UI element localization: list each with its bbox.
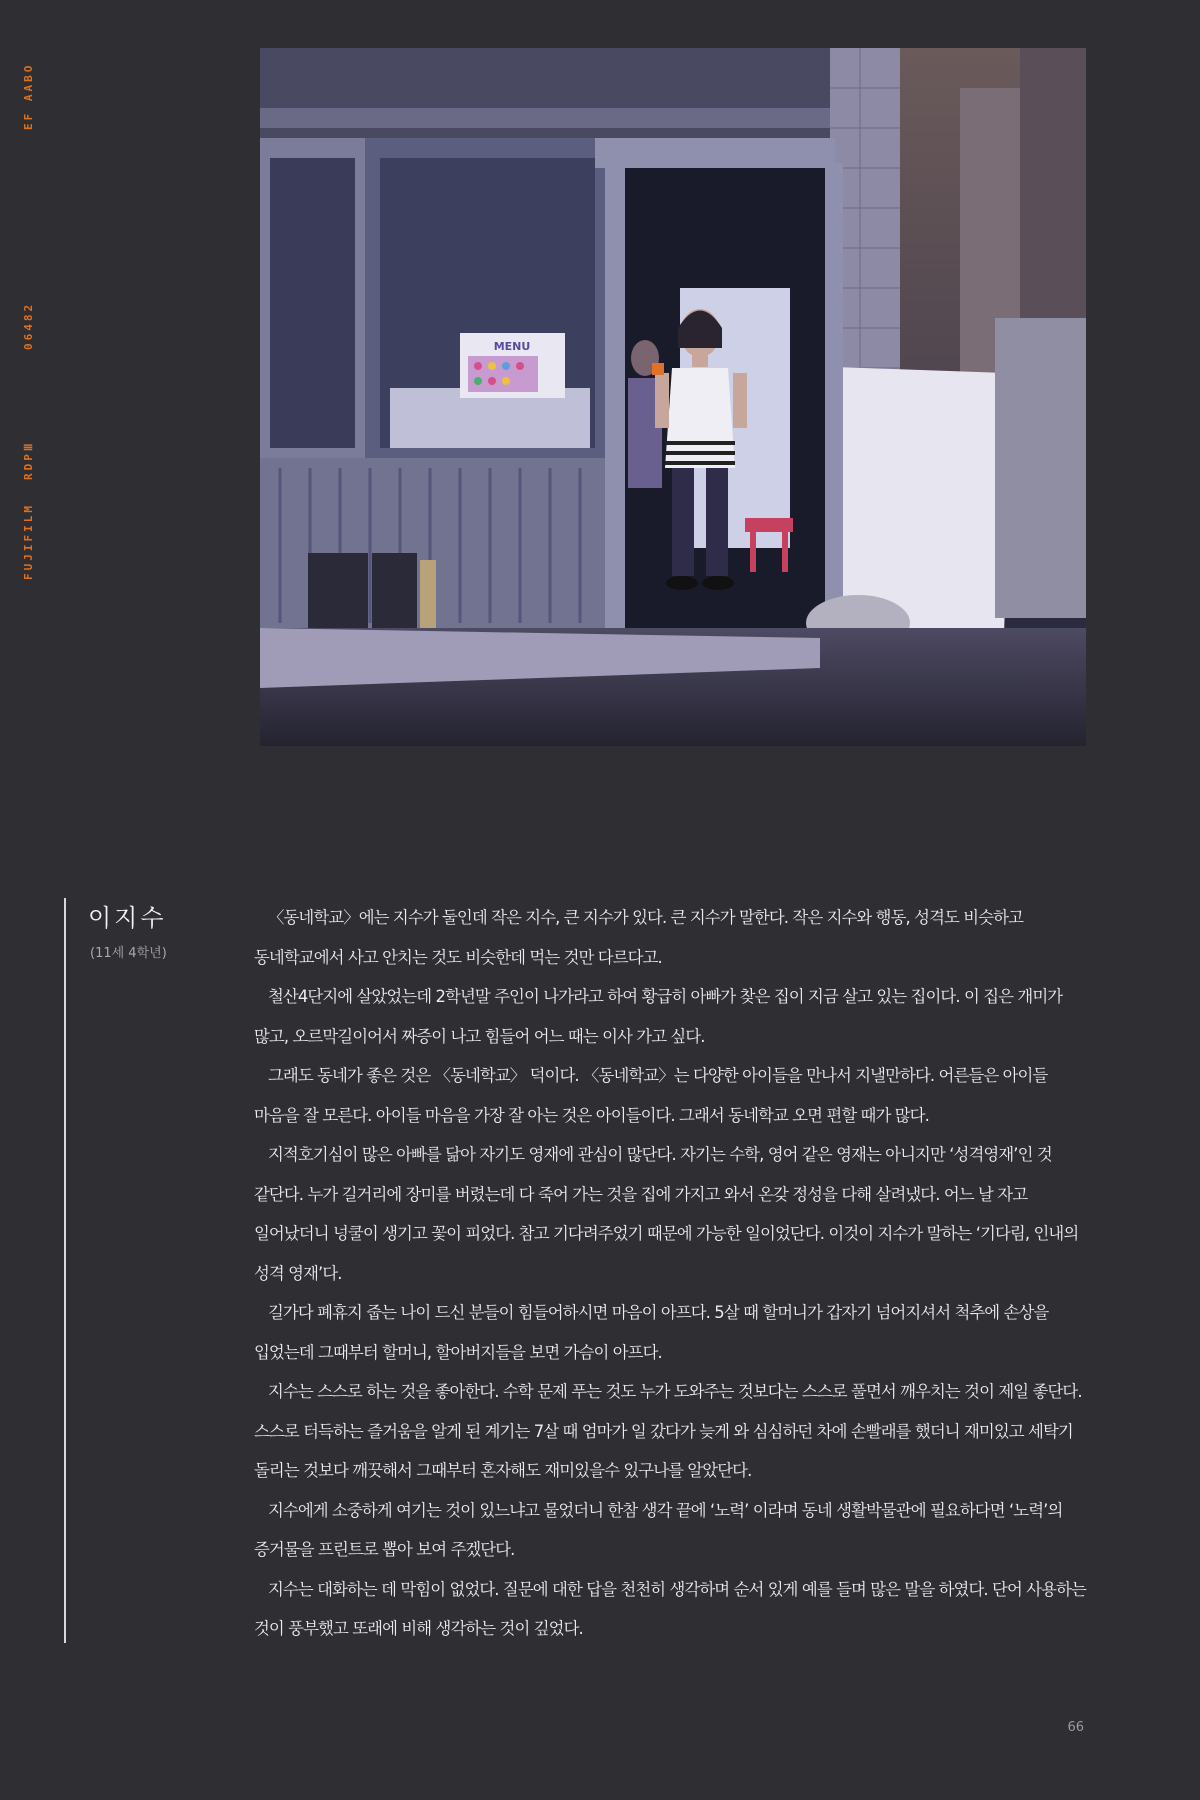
menu-sign-text: MENU	[493, 340, 531, 353]
film-number: 06482	[22, 301, 35, 350]
article-paragraph: 그래도 동네가 좋은 것은 〈동네학교〉 덕이다. 〈동네학교〉는 다양한 아이들을 만나서 지낼만하다. 어른들은 아이들 마음을 잘 모른다. 아이들 마음을 가장 잘 아는 것은 아이들이다. 그래서 동네학교 오면 편할 때가 많다.	[254, 1066, 1048, 1125]
storefront-photo	[260, 48, 1086, 746]
article-paragraph: 〈동네학교〉에는 지수가 둘인데 작은 지수, 큰 지수가 있다. 큰 지수가 말한다. 작은 지수와 행동, 성격도 비슷하고 동네학교에서 사고 안치는 것도 비슷한데 먹는 것만 다르다고.	[254, 908, 1024, 967]
article-paragraph: 지수에게 소중하게 여기는 것이 있느냐고 물었더니 한참 생각 끝에 ‘노력’ 이라며 동네 생활박물관에 필요하다면 ‘노력’의 증거물을 프린트로 뽑아 보여 주겠단다.	[254, 1500, 1063, 1559]
film-frame-code: EF AABO	[22, 62, 35, 130]
person-name: 이지수	[88, 904, 167, 932]
film-type: RDPⅢ	[22, 440, 35, 480]
article-paragraph: 지수는 대화하는 데 막힘이 없었다. 질문에 대한 답을 천천히 생각하며 순서 있게 예를 들며 많은 말을 하였다. 단어 사용하는 것이 풍부했고 또래에 비해 생각하는 것이 깊었다.	[254, 1579, 1086, 1638]
article-paragraph: 철산4단지에 살았었는데 2학년말 주인이 나가라고 하여 황급히 아빠가 찾은 집이 지금 살고 있는 집이다. 이 집은 개미가 많고, 오르막길이어서 짜증이 나고 힘들어 어느 때는 이사 가고 싶다.	[254, 987, 1063, 1046]
article-body	[254, 898, 1086, 1649]
page-number: 66	[1067, 1720, 1084, 1735]
article-paragraph: 지적호기심이 많은 아빠를 닮아 자기도 영재에 관심이 많단다. 자기는 수학, 영어 같은 영재는 아니지만 ‘성격영재’인 것 같단다. 누가 길거리에 장미를 버렸는데 다 죽어 가는 것을 집에 가지고 와서 온갖 정성을 다해 살려냈다. 어느 날 자고 일어났더니 넝쿨이 생기고 꽃이 피었다. 참고 기다려주었기 때문에 가능한 일이었단다. 이것이 지수가 말하는 ‘기다림, 인내의 성격 영재’다.	[254, 1145, 1079, 1283]
film-brand: FUJIFILM	[22, 503, 35, 580]
article-paragraph: 길가다 폐휴지 줍는 나이 드신 분들이 힘들어하시면 마음이 아프다. 5살 때 할머니가 갑자기 넘어지셔서 척추에 손상을 입었는데 그때부터 할머니, 할아버지들을 보면 가슴이 아프다.	[254, 1303, 1049, 1362]
sidebar-rule	[64, 898, 66, 1643]
article-paragraph: 지수는 스스로 하는 것을 좋아한다. 수학 문제 푸는 것도 누가 도와주는 것보다는 스스로 풀면서 깨우치는 것이 제일 좋단다. 스스로 터득하는 즐거움을 알게 된 계기는 7살 때 엄마가 일 갔다가 늦게 와 심심하던 차에 손빨래를 했더니 재미있고 세탁기 돌리는 것보다 깨끗해서 그때부터 혼자해도 재미있을수 있구나를 알았단다.	[254, 1382, 1082, 1480]
person-age-grade: (11세 4학년)	[90, 946, 167, 961]
film-edge-markings	[22, 62, 46, 580]
